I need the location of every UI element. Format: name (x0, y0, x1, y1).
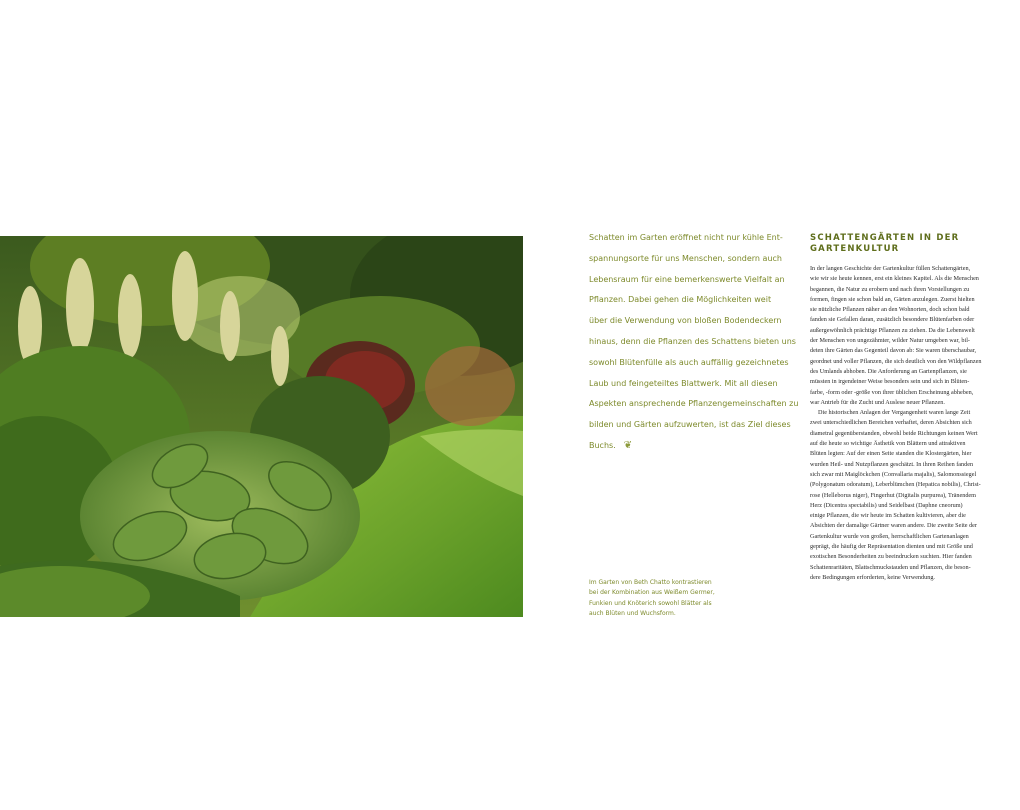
section-heading (810, 233, 1010, 254)
intro-line: Pflanzen. Dabei gehen die Möglichkeiten weit (589, 295, 772, 305)
body-line: Die historischen Anlagen der Vergangenheit waren lange Zeit (818, 409, 971, 417)
body-line: wurden Heil- und Nutzpflanzen geschätzt. In ihren Reihen fanden (810, 460, 974, 468)
body-line: formen, fingen sie schon bald an, Gärten anzulegen. Zuerst hielten (810, 295, 975, 303)
intro-line-end: Buchs. (589, 440, 616, 450)
body-line: Schattenraritäten, Blattschmuckstauden und Pflanzen, die beson- (810, 563, 971, 571)
body-line: auf die heute so wichtige Ästhetik von Blättern und attraktiven (810, 440, 966, 448)
body-line: geprägt, die häufig der Repräsentation dienten und mit Größe und (810, 543, 973, 551)
section-body (810, 264, 1010, 583)
intro-line: bilden und Gärten aufzuwerten, ist das Ziel dieses (589, 420, 791, 430)
caption-line: auch Blüten und Wuchsform. (589, 609, 676, 617)
intro-line: über die Verwendung von bloßen Bodendeckern (589, 316, 782, 326)
body-line: außergewöhnlich prächtige Pflanzen zu ziehen. Da die Lebenswelt (810, 326, 975, 334)
garden-photo-illustration (0, 236, 523, 617)
intro-line-last (589, 436, 785, 457)
body-line: sich zwar mit Maiglöckchen (Convallaria majalis), Salomonssiegel (810, 470, 977, 478)
caption-line: Im Garten von Beth Chatto kontrastieren (589, 579, 712, 586)
body-line: Herz (Dicentra spectabilis) und Seidelbast (Daphne cneorum) (810, 501, 963, 509)
body-line: diametral gegenüberstanden, obwohl beide Richtungen keinen Wert (810, 429, 978, 437)
body-line: müssten in irgendeiner Weise besonders sein und sich in Blüten- (810, 378, 970, 386)
body-line: Blüten legten: Auf der einen Seite standen die Klostergärten, hier (810, 450, 972, 458)
intro-line: spannungsorte für uns Menschen, sondern auch (589, 253, 782, 263)
body-line: geordnet und voller Pflanzen, die sich deutlich von den Wildpflanzen (810, 357, 982, 365)
intro-line: Aspekten ansprechende Pflanzengemeinschaften zu (589, 399, 799, 409)
garden-photo (0, 236, 523, 617)
body-line: des Umlands abhoben. Die Anforderung an Gartenpflanzen, sie (810, 367, 967, 375)
body-line: (Polygonatum odoratum), Leberblümchen (Hepatica nobilis), Christ- (810, 481, 981, 489)
body-line: einige Pflanzen, die wir heute im Schatten kultivieren, aber die (810, 512, 966, 520)
heading-line: SCHATTENGÄRTEN IN DER (810, 233, 960, 243)
intro-text (589, 228, 799, 457)
body-line: fanden sie Gefallen daran, zusätzlich besondere Blütenfarben oder (810, 316, 975, 324)
intro-line: sowohl Blütenfülle als auch auffällig gezeichnetes (589, 357, 789, 367)
body-line: farbe, -form oder -größe von ihrer üblichen Erscheinung abheben, (810, 388, 974, 396)
body-line: wie wir sie heute kennen, erst ein kleines Kapitel. Als die Menschen (810, 275, 979, 283)
body-line: dere Bedingungen erforderten, keine Verwendung. (810, 573, 935, 581)
body-line: war Antrieb für die Zucht und Auslese neuer Pflanzen. (810, 398, 945, 406)
intro-line: Lebensraum für eine bemerkenswerte Vielfalt an (589, 274, 785, 284)
body-line: Gartenkultur wurde von großen, herrschaftlichen Gartenanlagen (810, 532, 969, 540)
caption-line: Funkien und Knöterich sowohl Blätter als (589, 599, 712, 607)
body-line: Absichten der damalige Gärtner waren andere. Die zweite Seite der (810, 522, 977, 530)
body-line: begannen, die Natur zu erobern und nach ihren Vorstellungen zu (810, 285, 970, 293)
intro-line: Laub und feingeteiltes Blattwerk. Mit all diesen (589, 378, 778, 388)
body-line: der Menschen von ungezähmter, wilder Natur umgeben war, bil- (810, 337, 970, 345)
body-line: deten ihre Gärten das Gegenteil davon ab: Sie waren überschaubar, (810, 347, 977, 355)
photo-caption (589, 578, 719, 619)
intro-line: hinaus, denn die Pflanzen des Schattens bieten uns (589, 336, 796, 346)
body-line: rose (Helleborus niger), Fingerhut (Digitalis purpurea), Tränendem (810, 491, 976, 499)
heading-line: GARTENKULTUR (810, 243, 900, 254)
body-line: zwei unterschiedlichen Bereichen verhaftet, deren Absichten sich (810, 419, 972, 427)
body-line: exotischen Besonderheiten zu beeindrucken suchten. Hier fanden (810, 553, 972, 561)
leaf-flourish-icon: ❦ (623, 439, 633, 451)
intro-line: Schatten im Garten eröffnet nicht nur kühle Ent- (589, 233, 783, 242)
body-line: sie nützliche Pflanzen näher an den Wohnorten, doch schon bald (810, 306, 970, 314)
body-line: In der langen Geschichte der Gartenkultur füllen Schattengärten, (810, 265, 971, 272)
caption-line: bei der Kombination aus Weißem Germer, (589, 589, 715, 597)
